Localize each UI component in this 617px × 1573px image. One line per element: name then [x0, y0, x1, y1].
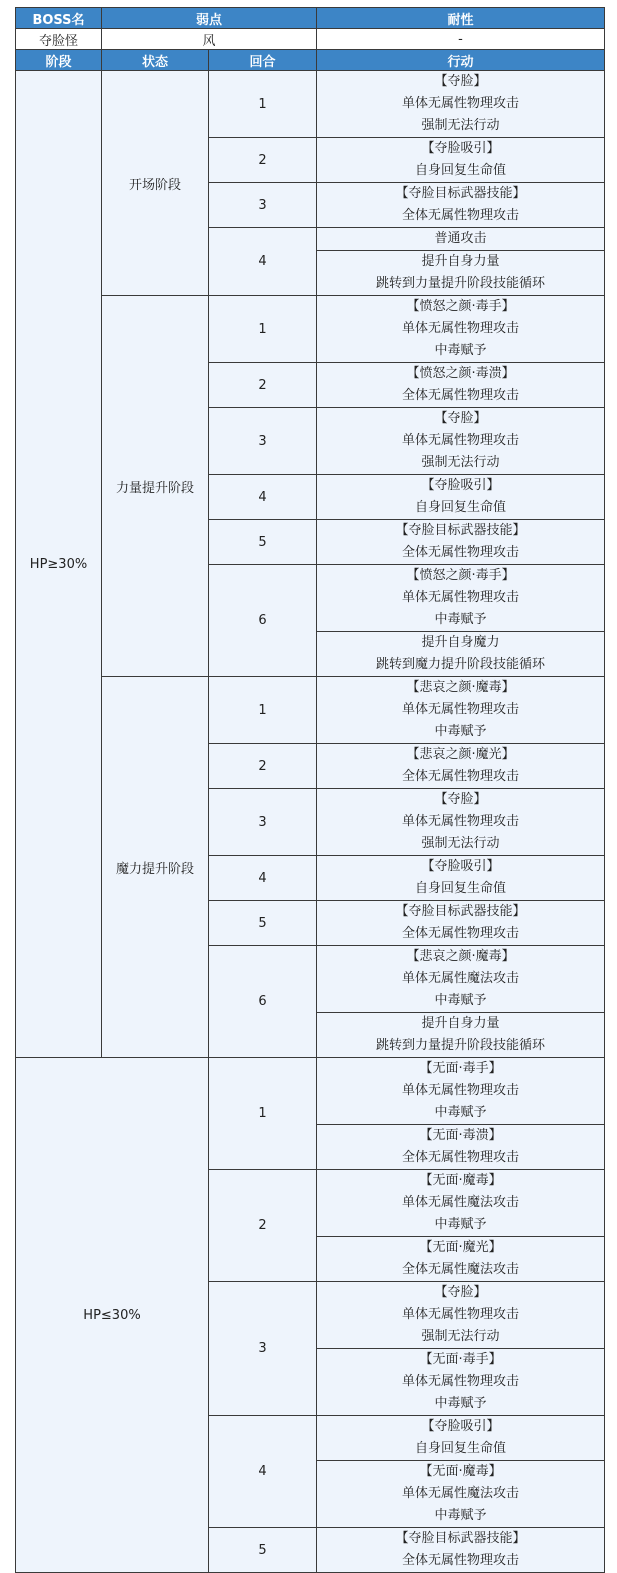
round-cell: 4	[209, 228, 317, 296]
round-cell: 2	[209, 138, 317, 183]
action-line: 提升自身力量	[421, 1016, 500, 1031]
action-cell	[317, 251, 605, 296]
action-line: 单体无属性物理攻击	[402, 1374, 520, 1389]
action-line: 单体无属性物理攻击	[402, 321, 520, 336]
action-line: 单体无属性物理攻击	[402, 590, 520, 605]
action-cell	[317, 1461, 605, 1528]
action-cell	[317, 1125, 605, 1170]
action-line: 中毒赋予	[434, 1105, 487, 1120]
action-line: 【愤怒之颜·毒溃】	[406, 366, 515, 381]
action-line: 单体无属性物理攻击	[402, 96, 520, 111]
round-cell: 1	[209, 1058, 317, 1170]
action-line: 【无面·毒手】	[419, 1061, 502, 1076]
action-line: 自身回复生命值	[415, 881, 507, 896]
header-state: 状态	[102, 50, 209, 71]
action-line: 【夺脸目标武器技能】	[395, 1531, 526, 1546]
action-line: 单体无属性魔法攻击	[402, 1195, 520, 1210]
table-row	[16, 1058, 605, 1125]
action-line: 【夺脸目标武器技能】	[395, 523, 526, 538]
action-line: 全体无属性物理攻击	[402, 388, 520, 403]
action-line: 强制无法行动	[421, 836, 500, 851]
action-cell	[317, 901, 605, 946]
round-cell: 1	[209, 71, 317, 138]
table-row	[16, 296, 605, 363]
round-cell: 5	[209, 1528, 317, 1573]
action-line: 中毒赋予	[434, 1217, 487, 1232]
action-line: 【夺脸】	[434, 792, 487, 807]
action-line: 单体无属性物理攻击	[402, 433, 520, 448]
round-cell: 3	[209, 408, 317, 475]
round-cell: 5	[209, 520, 317, 565]
round-cell: 3	[209, 183, 317, 228]
action-line: 【夺脸吸引】	[421, 478, 500, 493]
round-cell: 2	[209, 744, 317, 789]
action-line: 中毒赋予	[434, 343, 487, 358]
action-line: 【愤怒之颜·毒手】	[406, 568, 515, 583]
table-row	[16, 71, 605, 138]
round-cell: 5	[209, 901, 317, 946]
action-line: 单体无属性魔法攻击	[402, 1486, 520, 1501]
action-line: 【夺脸】	[434, 411, 487, 426]
action-line: 【夺脸吸引】	[421, 1419, 500, 1434]
action-cell	[317, 183, 605, 228]
action-line: 中毒赋予	[434, 1508, 487, 1523]
action-line: 【无面·魔毒】	[419, 1173, 502, 1188]
action-line: 【夺脸】	[434, 74, 487, 89]
action-line: 中毒赋予	[434, 993, 487, 1008]
action-line: 【夺脸目标武器技能】	[395, 186, 526, 201]
action-cell	[317, 138, 605, 183]
action-cell	[317, 71, 605, 138]
action-cell	[317, 565, 605, 632]
action-cell	[317, 632, 605, 677]
action-line: 中毒赋予	[434, 1396, 487, 1411]
action-line: 单体无属性物理攻击	[402, 1083, 520, 1098]
action-cell	[317, 677, 605, 744]
action-line: 自身回复生命值	[415, 163, 507, 178]
action-line: 全体无属性魔法攻击	[402, 1262, 520, 1277]
action-cell	[317, 789, 605, 856]
action-line: 全体无属性物理攻击	[402, 1150, 520, 1165]
boss-resist: -	[317, 29, 605, 50]
boss-name: 夺脸怪	[16, 29, 102, 50]
round-cell: 6	[209, 565, 317, 677]
action-line: 中毒赋予	[434, 724, 487, 739]
action-line: 单体无属性物理攻击	[402, 814, 520, 829]
action-line: 提升自身力量	[421, 254, 500, 269]
action-line: 普通攻击	[434, 231, 487, 246]
action-line: 跳转到力量提升阶段技能循环	[376, 276, 546, 291]
action-line: 强制无法行动	[421, 118, 500, 133]
header-phase: 阶段	[16, 50, 102, 71]
action-line: 强制无法行动	[421, 1329, 500, 1344]
action-line: 自身回复生命值	[415, 1441, 507, 1456]
boss-info-row	[16, 29, 605, 50]
action-cell	[317, 1416, 605, 1461]
action-line: 单体无属性魔法攻击	[402, 971, 520, 986]
action-line: 【悲哀之颜·魔毒】	[406, 680, 515, 695]
round-cell: 4	[209, 475, 317, 520]
header-weakness: 弱点	[102, 8, 317, 29]
action-line: 全体无属性物理攻击	[402, 545, 520, 560]
boss-weakness: 风	[102, 29, 317, 50]
round-cell: 4	[209, 856, 317, 901]
action-cell	[317, 1013, 605, 1058]
action-line: 【悲哀之颜·魔光】	[406, 747, 515, 762]
action-line: 【夺脸吸引】	[421, 141, 500, 156]
action-line: 单体无属性物理攻击	[402, 702, 520, 717]
action-line: 【无面·魔光】	[419, 1240, 502, 1255]
action-cell	[317, 856, 605, 901]
round-cell: 6	[209, 946, 317, 1058]
action-cell	[317, 744, 605, 789]
action-line: 【夺脸】	[434, 1285, 487, 1300]
table-row	[16, 677, 605, 744]
header-boss-name: BOSS名	[16, 8, 102, 29]
action-cell	[317, 228, 605, 251]
action-cell	[317, 1282, 605, 1349]
action-line: 强制无法行动	[421, 455, 500, 470]
state-cell: 魔力提升阶段	[102, 677, 209, 1058]
header-row-phase	[16, 50, 605, 71]
action-line: 全体无属性物理攻击	[402, 926, 520, 941]
round-cell: 3	[209, 789, 317, 856]
action-cell	[317, 296, 605, 363]
action-cell	[317, 475, 605, 520]
phase-cell: HP≥30%	[16, 71, 102, 1058]
round-cell: 2	[209, 1170, 317, 1282]
phase-cell: HP≤30%	[16, 1058, 209, 1573]
action-line: 【夺脸吸引】	[421, 859, 500, 874]
action-line: 【无面·魔毒】	[419, 1464, 502, 1479]
action-line: 提升自身魔力	[421, 635, 500, 650]
action-line: 跳转到魔力提升阶段技能循环	[376, 657, 546, 672]
round-cell: 1	[209, 677, 317, 744]
action-line: 【愤怒之颜·毒手】	[406, 299, 515, 314]
table-body	[16, 8, 605, 1573]
action-line: 全体无属性物理攻击	[402, 1553, 520, 1568]
round-cell: 4	[209, 1416, 317, 1528]
action-cell	[317, 1349, 605, 1416]
action-cell	[317, 946, 605, 1013]
header-resist: 耐性	[317, 8, 605, 29]
header-action: 行动	[317, 50, 605, 71]
action-cell	[317, 363, 605, 408]
round-cell: 2	[209, 363, 317, 408]
action-cell	[317, 1528, 605, 1573]
action-line: 跳转到力量提升阶段技能循环	[376, 1038, 546, 1053]
action-cell	[317, 520, 605, 565]
header-row-boss	[16, 8, 605, 29]
action-line: 全体无属性物理攻击	[402, 208, 520, 223]
action-cell	[317, 1170, 605, 1237]
header-round: 回合	[209, 50, 317, 71]
action-cell	[317, 1058, 605, 1125]
action-line: 【悲哀之颜·魔毒】	[406, 949, 515, 964]
action-cell	[317, 408, 605, 475]
action-line: 中毒赋予	[434, 612, 487, 627]
action-line: 【无面·毒手】	[419, 1352, 502, 1367]
boss-action-table	[15, 7, 605, 1573]
action-line: 全体无属性物理攻击	[402, 769, 520, 784]
action-cell	[317, 1237, 605, 1282]
action-line: 自身回复生命值	[415, 500, 507, 515]
state-cell: 力量提升阶段	[102, 296, 209, 677]
action-line: 【无面·毒溃】	[419, 1128, 502, 1143]
action-line: 单体无属性物理攻击	[402, 1307, 520, 1322]
state-cell: 开场阶段	[102, 71, 209, 296]
round-cell: 3	[209, 1282, 317, 1416]
round-cell: 1	[209, 296, 317, 363]
action-line: 【夺脸目标武器技能】	[395, 904, 526, 919]
